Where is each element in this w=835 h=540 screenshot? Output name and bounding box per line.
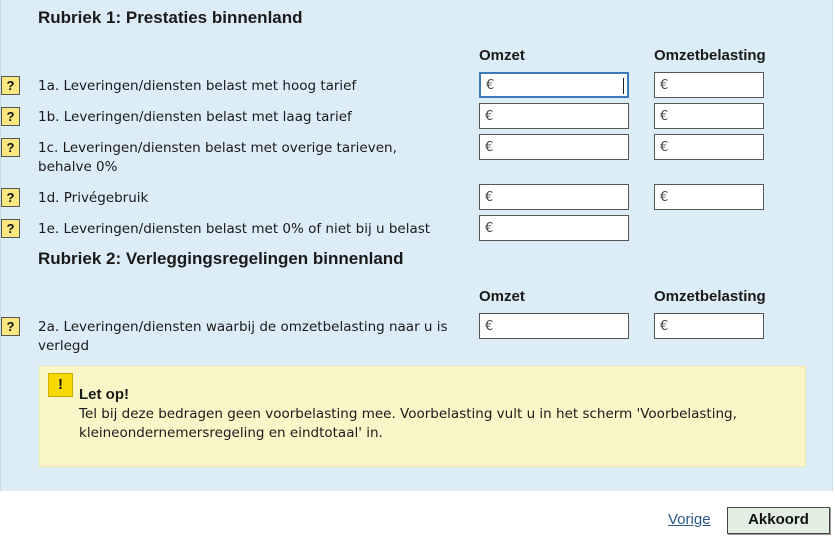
help-button-2a[interactable]: ?	[1, 317, 20, 336]
help-button-1a[interactable]: ?	[1, 76, 20, 95]
omzetbelasting-1b-input[interactable]	[655, 104, 763, 128]
belasting-1c-field-wrap	[654, 134, 764, 160]
omzet-1b-input[interactable]	[480, 104, 628, 128]
section2-col-omzetbelasting: Omzetbelasting	[654, 288, 766, 305]
omzet-1a-field-wrap	[479, 72, 629, 98]
help-button-1c[interactable]: ?	[1, 138, 20, 157]
omzet-1b-field-wrap	[479, 103, 629, 129]
label-1a: 1a. Leveringen/diensten belast met hoog tarief	[38, 78, 357, 94]
notice-text: Tel bij deze bedragen geen voorbelasting mee. Voorbelasting vult u in het scherm 'Voorbelasting, kleineondernemersregeling en eindtotaal' in.	[79, 406, 737, 441]
warning-icon: !	[48, 373, 73, 397]
notice-title: Let op!	[79, 386, 129, 403]
text-caret	[623, 78, 624, 94]
section1-col-omzetbelasting: Omzetbelasting	[654, 47, 766, 64]
belasting-1a-field-wrap	[654, 72, 764, 98]
vorige-link[interactable]: Vorige	[668, 511, 711, 528]
omzetbelasting-1c-input[interactable]	[655, 135, 763, 159]
label-1d: 1d. Privégebruik	[38, 190, 149, 206]
label-2a: 2a. Leveringen/diensten waarbij de omzetbelasting naar u is verlegd	[38, 319, 448, 354]
section2-col-omzet: Omzet	[479, 288, 525, 305]
belasting-1b-field-wrap	[654, 103, 764, 129]
omzet-2a-input[interactable]	[480, 314, 628, 338]
section1-col-omzet: Omzet	[479, 47, 525, 64]
akkoord-button[interactable]: Akkoord	[727, 507, 830, 534]
section1-heading: Rubriek 1: Prestaties binnenland	[38, 8, 303, 27]
omzet-1e-input[interactable]	[480, 216, 628, 240]
label-1e: 1e. Leveringen/diensten belast met 0% of niet bij u belast	[38, 221, 431, 237]
omzet-1e-field-wrap	[479, 215, 629, 241]
belasting-1d-field-wrap	[654, 184, 764, 210]
help-button-1d[interactable]: ?	[1, 188, 20, 207]
omzet-2a-field-wrap	[479, 313, 629, 339]
omzet-1d-field-wrap	[479, 184, 629, 210]
omzetbelasting-1d-input[interactable]	[655, 185, 763, 209]
omzet-1d-input[interactable]	[480, 185, 628, 209]
belasting-2a-field-wrap	[654, 313, 764, 339]
omzet-1c-field-wrap	[479, 134, 629, 160]
omzet-1a-input[interactable]	[481, 75, 627, 97]
help-button-1b[interactable]: ?	[1, 107, 20, 126]
label-1b: 1b. Leveringen/diensten belast met laag tarief	[38, 109, 352, 125]
label-1c: 1c. Leveringen/diensten belast met overige tarieven, behalve 0%	[38, 140, 397, 175]
omzet-1c-input[interactable]	[480, 135, 628, 159]
omzetbelasting-2a-input[interactable]	[655, 314, 763, 338]
omzetbelasting-1a-input[interactable]	[655, 73, 763, 97]
help-button-1e[interactable]: ?	[1, 219, 20, 238]
section2-heading: Rubriek 2: Verleggingsregelingen binnenland	[38, 249, 404, 268]
